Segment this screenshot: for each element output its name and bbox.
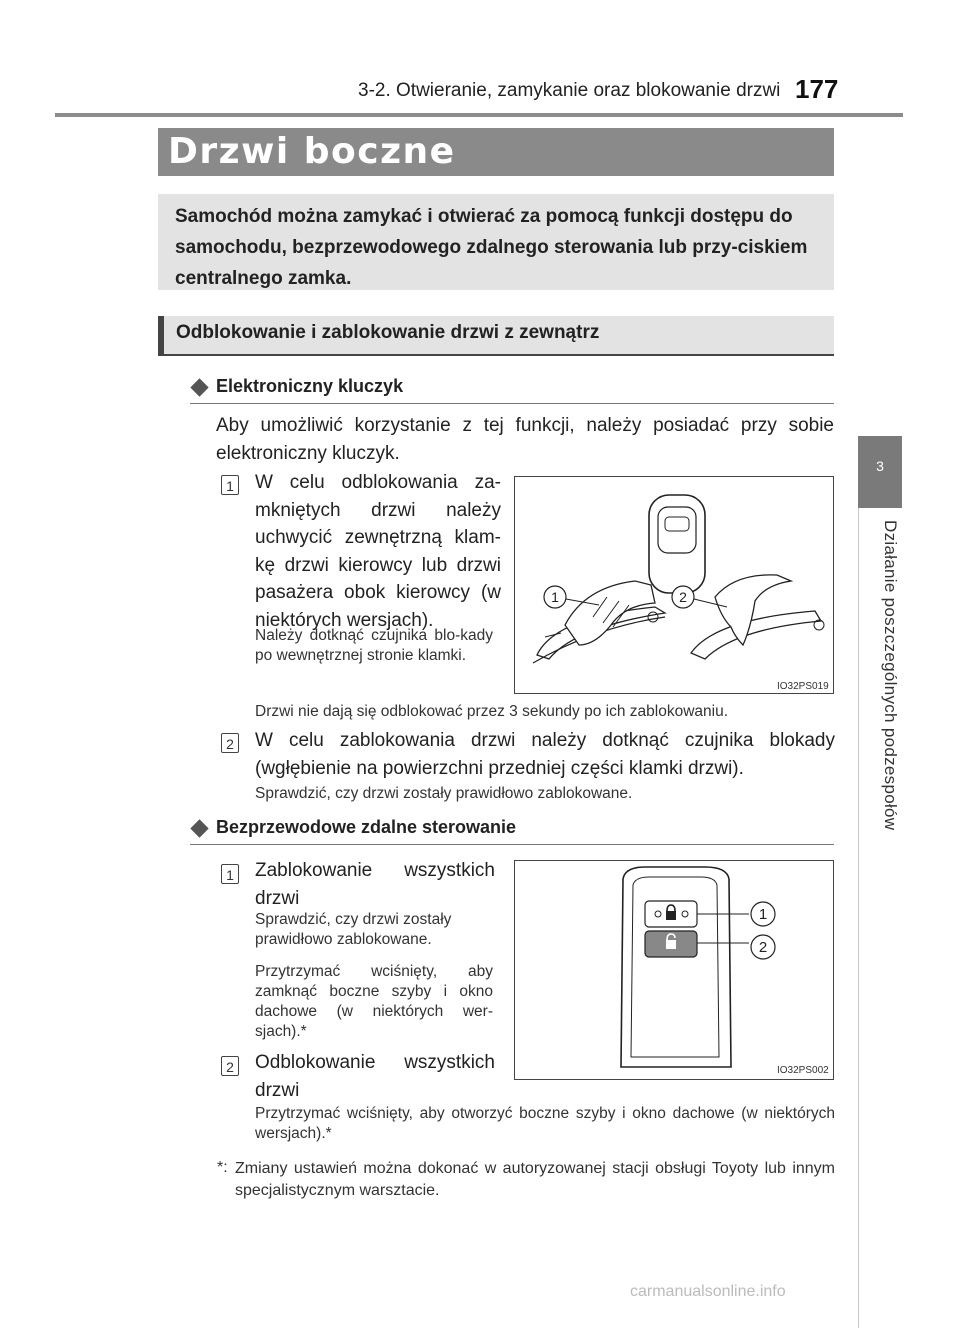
footnote-text: Zmiany ustawień można dokonać w autoryzowanej stacji obsługi Toyoty lub innym specjalistycznym warsztacie. <box>235 1160 835 1199</box>
watermark: carmanualsonline.info <box>630 1283 786 1300</box>
figure-door-handle <box>514 476 834 694</box>
figure1-callout-1: 1 <box>551 589 559 605</box>
door-handle-illustration <box>515 477 833 693</box>
footnote-marker: *: <box>217 1159 228 1176</box>
section-heading-edge <box>158 316 164 356</box>
side-divider <box>858 508 859 1328</box>
remote-step2-note: Przytrzymać wciśnięty, aby otworzyć boczne szyby i okno dachowe (w niektórych wersjach).* <box>255 1105 835 1142</box>
chapter-number: 3 <box>876 458 884 474</box>
page-number: 177 <box>795 74 839 104</box>
figure2-code: IO32PS002 <box>777 1065 829 1076</box>
subheading-rule <box>190 844 834 845</box>
diamond-bullet-icon <box>190 378 208 396</box>
page-title: Drzwi boczne <box>168 131 456 172</box>
remote-step-number-2: 2 <box>221 1056 239 1076</box>
intro-text: Samochód można zamykać i otwierać za pomocą funkcji dostępu do samochodu, bezprzewodowego zdalnego sterowania lub przy-ciskiem centralnego zamka. <box>175 206 808 289</box>
figure2-callout-1: 1 <box>758 906 768 923</box>
step1-note-2: Drzwi nie dają się odblokować przez 3 sekundy po ich zablokowaniu. <box>255 703 729 720</box>
subheading-smart-key: Elektroniczny kluczyk <box>216 376 404 396</box>
step1-text: W celu odblokowania za-mkniętych drzwi należy uchwycić zewnętrzną klam-kę drzwi kierowcy lub drzwi pasażera obok kierowcy (w niektórych wersjach). <box>255 472 501 631</box>
step2-text: W celu zablokowania drzwi należy dotknąć czujnika blokady (wgłębienie na powierzchni przedniej części klamki drzwi). <box>255 730 835 779</box>
chapter-title: Działanie poszczególnych podzespołów <box>881 520 900 831</box>
step-number-1: 1 <box>221 475 239 495</box>
section-heading: Odblokowanie i zablokowanie drzwi z zewnątrz <box>176 322 600 343</box>
step2-note: Sprawdzić, czy drzwi zostały prawidłowo zablokowane. <box>255 785 633 802</box>
figure1-callout-2: 2 <box>679 589 687 605</box>
step1-note: Należy dotknąć czujnika blo-kady po wewnętrznej stronie klamki. <box>255 627 493 664</box>
remote-step1-note-2: Przytrzymać wciśnięty, aby zamknąć boczne szyby i okno dachowe (w niektórych wer-sjach).* <box>255 963 493 1040</box>
remote-step2-text: Odblokowanie wszystkich drzwi <box>255 1052 495 1101</box>
subheading-remote: Bezprzewodowe zdalne sterowanie <box>216 817 517 837</box>
diamond-bullet-icon <box>190 819 208 837</box>
smart-key-lead: Aby umożliwić korzystanie z tej funkcji, należy posiadać przy sobie elektroniczny kluczyk. <box>216 415 834 464</box>
remote-step1-note: Sprawdzić, czy drzwi zostały prawidłowo zablokowane. <box>255 911 452 948</box>
remote-step-number-1: 1 <box>221 864 239 884</box>
remote-step1-text: Zablokowanie wszystkich drzwi <box>255 860 495 909</box>
remote-key-illustration <box>515 861 833 1079</box>
running-header: 3-2. Otwieranie, zamykanie oraz blokowanie drzwi <box>358 80 781 101</box>
header-rule <box>55 113 903 117</box>
figure2-callout-2: 2 <box>758 939 768 956</box>
figure1-code: IO32PS019 <box>777 681 829 692</box>
step-number-2: 2 <box>221 733 239 753</box>
figure-remote-key <box>514 860 834 1080</box>
subheading-rule <box>190 403 834 404</box>
